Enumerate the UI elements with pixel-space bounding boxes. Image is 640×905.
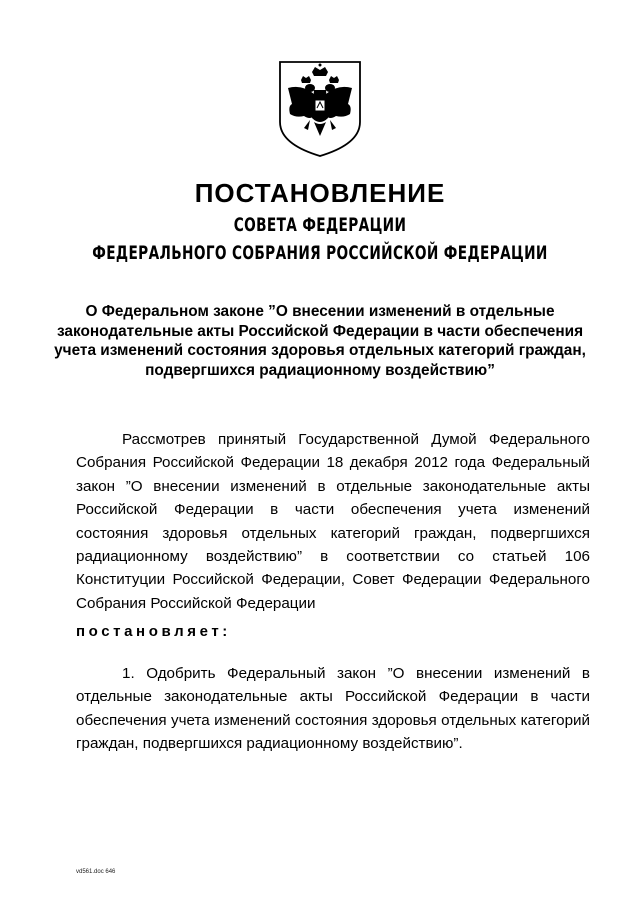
issuer-line-2: ФЕДЕРАЛЬНОГО СОБРАНИЯ РОССИЙСКОЙ ФЕДЕРАЦИИ bbox=[92, 242, 548, 264]
decree-word: постановляет: bbox=[76, 623, 231, 640]
document-heading: О Федеральном законе ”О внесении изменений в отдельные законодательные акты Российской Федерации в части обеспечения учета изменений состояния здоровья отдельных категорий граждан, подвергшихся радиационному воздействию” bbox=[54, 303, 586, 379]
issuer-line-1: СОВЕТА ФЕДЕРАЦИИ bbox=[233, 214, 407, 236]
preamble-paragraph: Рассмотрев принятый Государственной Думой Федерального Собрания Российской Федерации 18 декабря 2012 года Федеральный закон ”О внесении изменений в отдельные законодательные акты Российской Федерации в части обеспечения учета изменений состояния здоровья отдельных категорий граждан, подвергшихся радиационному воздействию” в соответствии со статьей 106 Конституции Российской Федерации, Совет Федерации Федерального Собрания Российской Федерации bbox=[76, 431, 590, 612]
item-1-paragraph: 1. Одобрить Федеральный закон ”О внесении изменений в отдельные законодательные акты Российской Федерации в части обеспечения учета изменений состояния здоровья отдельных категорий граждан, подвергшихся радиационному воздействию”. bbox=[76, 665, 590, 753]
footer-file-code: vd561.doc 646 bbox=[76, 869, 116, 875]
coat-of-arms-icon bbox=[274, 60, 366, 160]
document-title: ПОСТАНОВЛЕНИЕ bbox=[194, 178, 446, 208]
